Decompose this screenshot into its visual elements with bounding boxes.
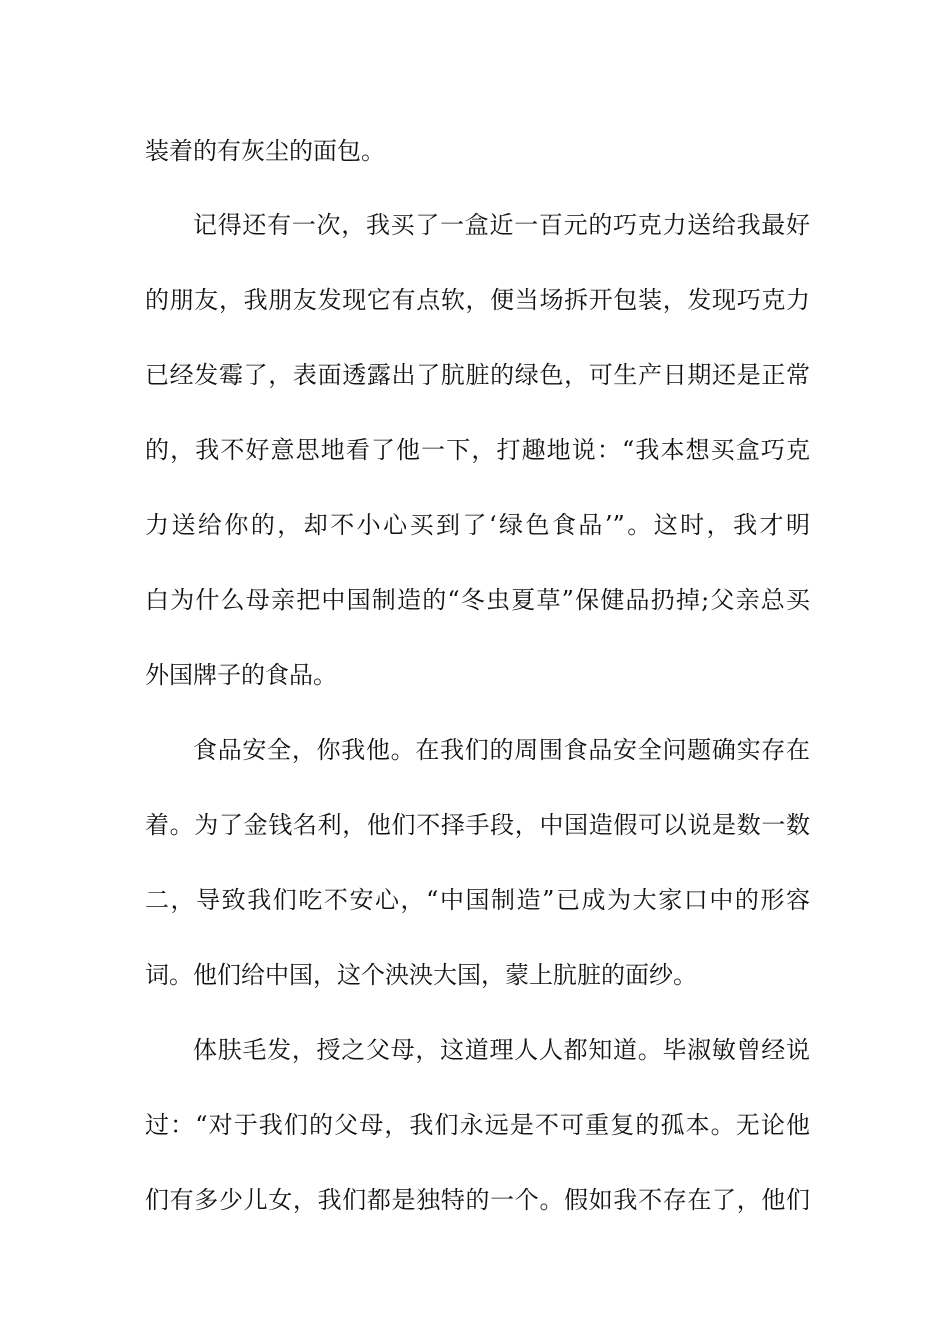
- text-line: 们有多少儿女，我们都是独特的一个。假如我不存在了，他们: [145, 1186, 810, 1214]
- text-line: 食品安全，你我他。在我们的周围食品安全问题确实存在: [193, 736, 810, 764]
- text-line: 白为什么母亲把中国制造的“冬虫夏草”保健品扔掉;父亲总买: [145, 586, 810, 614]
- text-line: 二，导致我们吃不安心，“中国制造”已成为大家口中的形容: [145, 886, 810, 914]
- text-line: 着。为了金钱名利，他们不择手段，中国造假可以说是数一数: [145, 811, 810, 839]
- text-line: 体肤毛发，授之父母，这道理人人都知道。毕淑敏曾经说: [193, 1036, 810, 1064]
- text-line: 词。他们给中国，这个泱泱大国，蒙上肮脏的面纱。: [145, 961, 697, 989]
- text-line: 已经发霉了，表面透露出了肮脏的绿色，可生产日期还是正常: [145, 361, 810, 389]
- text-line: 力送给你的，却不小心买到了‘绿色食品’”。这时，我才明: [145, 511, 810, 539]
- text-line: 的，我不好意思地看了他一下，打趣地说：“我本想买盒巧克: [145, 436, 810, 464]
- text-line: 外国牌子的食品。: [145, 661, 337, 689]
- text-line: 记得还有一次，我买了一盒近一百元的巧克力送给我最好: [193, 211, 810, 239]
- text-line: 过：“对于我们的父母，我们永远是不可重复的孤本。无论他: [145, 1111, 810, 1139]
- text-line: 装着的有灰尘的面包。: [145, 137, 385, 165]
- text-line: 的朋友，我朋友发现它有点软，便当场拆开包装，发现巧克力: [145, 286, 810, 314]
